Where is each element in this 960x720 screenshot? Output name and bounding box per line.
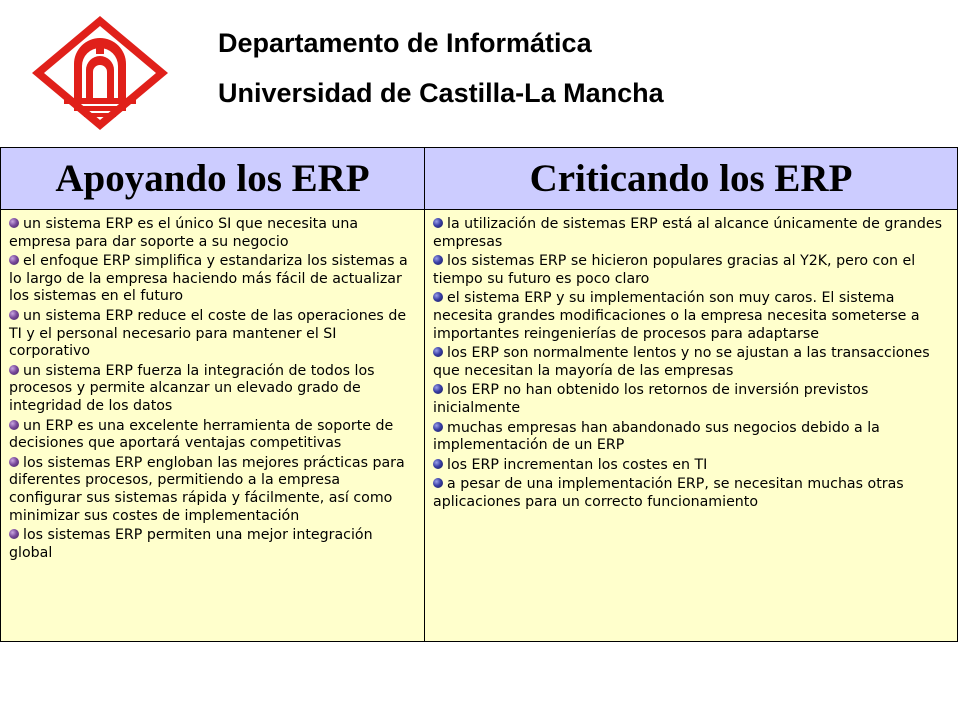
list-item: un ERP es una excelente herramienta de soporte de decisiones que aportará ventajas competitivas: [9, 417, 394, 452]
list-item: un sistema ERP reduce el coste de las operaciones de TI y el personal necesario para mantener el SI corporativo: [9, 307, 407, 360]
bullet-icon: [433, 255, 443, 265]
bullet-icon: [433, 478, 443, 488]
list-item: los ERP no han obtenido los retornos de inversión previstos inicialmente: [433, 382, 869, 416]
university-logo: [30, 14, 170, 132]
criticism-cell: [425, 210, 958, 642]
list-item: muchas empresas han abandonado sus negocios debido a la implementación de un ERP: [433, 419, 880, 454]
erp-comparison-table: [0, 147, 958, 642]
list-item: el enfoque ERP simplifica y estandariza los sistemas a lo largo de la empresa haciendo más fácil de actualizar los sistemas en el futuro: [9, 253, 408, 305]
support-column-header: Apoyando los ERP: [1, 148, 425, 210]
list-item: los ERP incrementan los costes en TI: [433, 457, 950, 475]
bullet-icon: [433, 218, 443, 228]
department-heading: [218, 26, 664, 110]
bullet-icon: [433, 292, 443, 302]
bullet-icon: [9, 218, 19, 228]
list-item: a pesar de una implementación ERP, se necesitan muchas otras aplicaciones para un correcto funcionamiento: [433, 476, 904, 510]
list-item: los sistemas ERP se hicieron populares gracias al Y2K, pero con el tiempo su futuro es poco claro: [433, 253, 916, 287]
university-name: Universidad de Castilla-La Mancha: [218, 78, 664, 108]
bullet-icon: [9, 420, 19, 430]
criticism-column-header: Criticando los ERP: [425, 148, 958, 210]
bullet-icon: [433, 459, 443, 469]
bullet-icon: [9, 255, 19, 265]
list-item: los sistemas ERP permiten una mejor integración global: [9, 527, 373, 561]
list-item: un sistema ERP fuerza la integración de todos los procesos y permite alcanzar un elevado grado de integridad de los datos: [9, 362, 375, 414]
criticism-list: [433, 216, 950, 512]
bullet-icon: [433, 422, 443, 432]
support-list: [9, 216, 417, 562]
bullet-icon: [9, 529, 19, 539]
list-item: un sistema ERP es el único SI que necesita una empresa para dar soporte a su negocio: [9, 216, 359, 250]
list-item: la utilización de sistemas ERP está al alcance únicamente de grandes empresas: [433, 216, 943, 250]
bullet-icon: [433, 384, 443, 394]
bullet-icon: [433, 347, 443, 357]
bullet-icon: [9, 310, 19, 320]
bullet-icon: [9, 457, 19, 467]
list-item: los ERP son normalmente lentos y no se ajustan a las transacciones que necesitan la mayoría de las empresas: [433, 345, 930, 379]
list-item: los sistemas ERP engloban las mejores prácticas para diferentes procesos, permitiendo a la empresa configurar sus sistemas rápida y fácilmente, así como minimizar sus costes de implementación: [9, 454, 405, 524]
list-item: el sistema ERP y su implementación son muy caros. El sistema necesita grandes modificaciones o la empresa necesita someterse a importantes reingenierías de procesos para adaptarse: [433, 290, 920, 342]
support-cell: [1, 210, 425, 642]
bullet-icon: [9, 365, 19, 375]
department-name: Departamento de Informática: [218, 28, 592, 58]
